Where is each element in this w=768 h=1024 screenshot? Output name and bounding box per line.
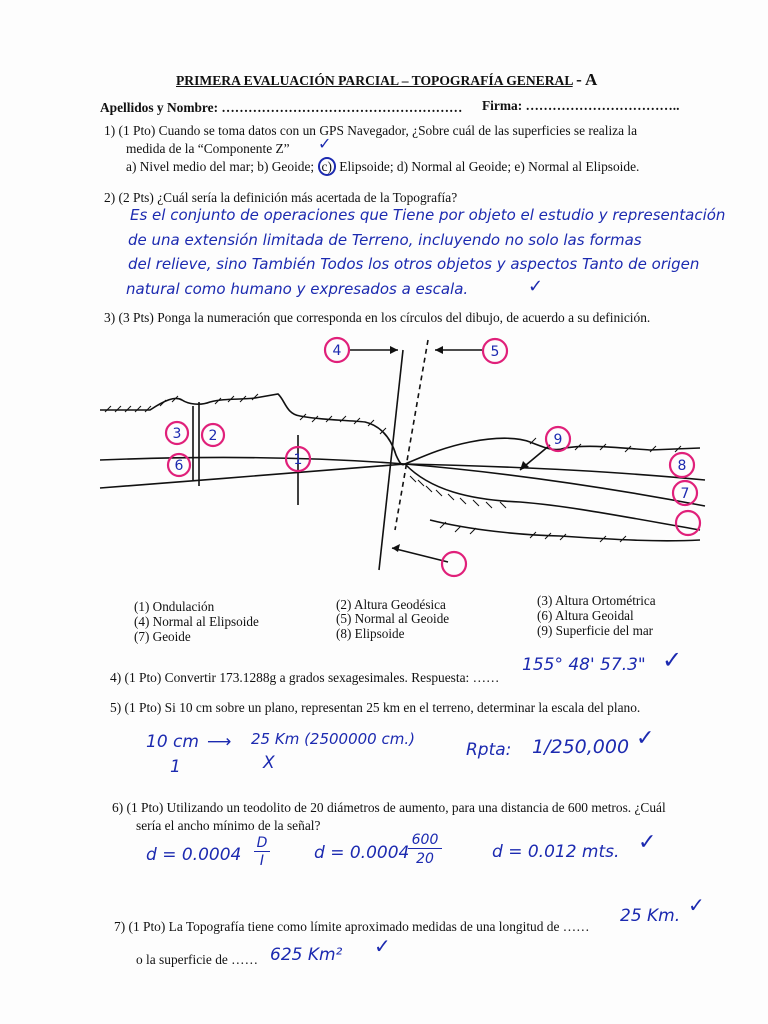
q5-work-1: 1 bbox=[170, 757, 181, 777]
circle-9-label: 9 bbox=[553, 432, 563, 448]
legend-6: (6) Altura Geoidal bbox=[537, 608, 634, 623]
q6-eq3: d = 0.012 mts. bbox=[492, 842, 620, 862]
q7-line1: 7) (1 Pto) La Topografía tiene como límite aproximado medidas de una longitud de …… bbox=[114, 919, 590, 934]
circle-8-label: 8 bbox=[677, 458, 687, 474]
name-field-label: Apellidos y Nombre: ……………………………………………… bbox=[100, 100, 463, 115]
q5-work-25km: 25 Km (2500000 cm.) bbox=[251, 730, 415, 748]
circle-7-label: 7 bbox=[680, 486, 690, 502]
q7-line2: o la superficie de …… bbox=[136, 952, 258, 967]
ellipsoid-normal-line bbox=[379, 350, 403, 570]
q5-question: 5) (1 Pto) Si 10 cm sobre un plano, representan 25 km en el terreno, determinar la escala del plano. bbox=[110, 700, 641, 715]
q6-line1: 6) (1 Pto) Utilizando un teodolito de 20 diámetros de aumento, para una distancia de 600 metros. ¿Cuál bbox=[112, 800, 666, 815]
q5-answer-label: Rpta: bbox=[466, 740, 512, 760]
exam-title-text: PRIMERA EVALUACIÓN PARCIAL – TOPOGRAFÍA GENERAL bbox=[176, 73, 573, 88]
q4-question: 4) (1 Pto) Convertir 173.1288g a grados sexagesimales. Respuesta: …… bbox=[110, 670, 500, 685]
q4-answer: 155° 48' 57.3" bbox=[522, 655, 646, 675]
legend-4: (4) Normal al Elipsoide bbox=[134, 614, 259, 629]
circle-empty-right bbox=[676, 511, 700, 535]
geoid-curve bbox=[100, 457, 705, 480]
q2-answer-line-2: de una extensión limitada de Terreno, incluyendo no solo las formas bbox=[128, 231, 642, 249]
q2-answer-line-1: Es el conjunto de operaciones que Tiene por objeto el estudio y representación bbox=[130, 206, 726, 224]
q5-answer: 1/250,000 bbox=[532, 736, 630, 758]
legend-7: (7) Geoide bbox=[134, 629, 191, 644]
q7-check-mark-2: ✓ bbox=[374, 934, 391, 958]
q6-line2: sería el ancho mínimo de la señal? bbox=[136, 818, 321, 833]
q6-eq2-numerator: 600 bbox=[408, 832, 442, 849]
q2-answer-line-3: del relieve, sino También Todos los otros objetos y aspectos Tanto de origen bbox=[128, 255, 700, 273]
q7-check-mark-1: ✓ bbox=[688, 893, 705, 917]
legend-1: (1) Ondulación bbox=[134, 599, 215, 614]
q1-options-rest: Elipsoide; d) Normal al Geoide; e) Normal al Elipsoide. bbox=[339, 159, 640, 174]
q6-check-mark: ✓ bbox=[638, 830, 657, 855]
circle-empty-bottom bbox=[442, 552, 466, 576]
q1-options-a-b: a) Nivel medio del mar; b) Geoide; bbox=[126, 159, 315, 174]
q6-eq2-lhs: d = 0.0004 bbox=[314, 843, 410, 863]
legend-2: (2) Altura Geodésica bbox=[336, 597, 446, 612]
geodesy-diagram bbox=[0, 330, 768, 590]
q1-options bbox=[126, 159, 639, 175]
q2-answer-line-4: natural como humano y expresados a escala. bbox=[126, 280, 469, 298]
q5-work-10cm: 10 cm bbox=[146, 732, 199, 752]
circle-3-label: 3 bbox=[172, 426, 182, 442]
arrow-icon: ⟶ bbox=[207, 732, 232, 752]
q5-work-x: X bbox=[263, 753, 275, 773]
q6-eq1-denominator: I bbox=[259, 853, 265, 869]
q6-eq1-numerator: D bbox=[254, 835, 270, 852]
q5-check-mark: ✓ bbox=[636, 726, 655, 751]
exam-title bbox=[176, 70, 597, 90]
terrain-surface-line bbox=[100, 394, 700, 465]
legend-3: (3) Altura Ortométrica bbox=[537, 593, 656, 608]
circle-5-label: 5 bbox=[490, 344, 500, 360]
q1-check-mark: ✓ bbox=[318, 134, 332, 153]
legend-9: (9) Superficie del mar bbox=[537, 623, 654, 638]
legend-5: (5) Normal al Geoide bbox=[336, 611, 450, 626]
signature-field-label: Firma: …………………………….. bbox=[482, 98, 680, 113]
q4-check-mark: ✓ bbox=[662, 646, 683, 674]
q6-eq1-lhs: d = 0.0004 bbox=[146, 845, 242, 865]
circle-2-label: 2 bbox=[208, 428, 218, 444]
q2-question: 2) (2 Pts) ¿Cuál sería la definición más acertada de la Topografía? bbox=[104, 190, 458, 205]
circle-6-label: 6 bbox=[174, 458, 184, 474]
q1-line2: medida de la “Componente Z” bbox=[126, 141, 290, 156]
q3-question: 3) (3 Pts) Ponga la numeración que corresponda en los círculos del dibujo, de acuerdo a su definición. bbox=[104, 310, 651, 325]
q1-line1: 1) (1 Pto) Cuando se toma datos con un GPS Navegador, ¿Sobre cuál de las superficies se realiza la bbox=[104, 123, 638, 138]
q2-check-mark: ✓ bbox=[528, 276, 544, 297]
q7-answer-area: 625 Km² bbox=[270, 945, 343, 965]
q7-answer-length: 25 Km. bbox=[620, 906, 681, 926]
legend-8: (8) Elipsoide bbox=[336, 626, 405, 641]
circle-1-label: 1 bbox=[293, 452, 303, 468]
q6-eq2-denominator: 20 bbox=[416, 851, 434, 867]
arrow-bottom bbox=[392, 548, 448, 562]
circle-4-label: 4 bbox=[332, 343, 342, 359]
geoid-normal-line bbox=[395, 340, 428, 530]
q1-selected-option-c: c) bbox=[318, 157, 336, 176]
exam-version: - A bbox=[576, 70, 598, 89]
